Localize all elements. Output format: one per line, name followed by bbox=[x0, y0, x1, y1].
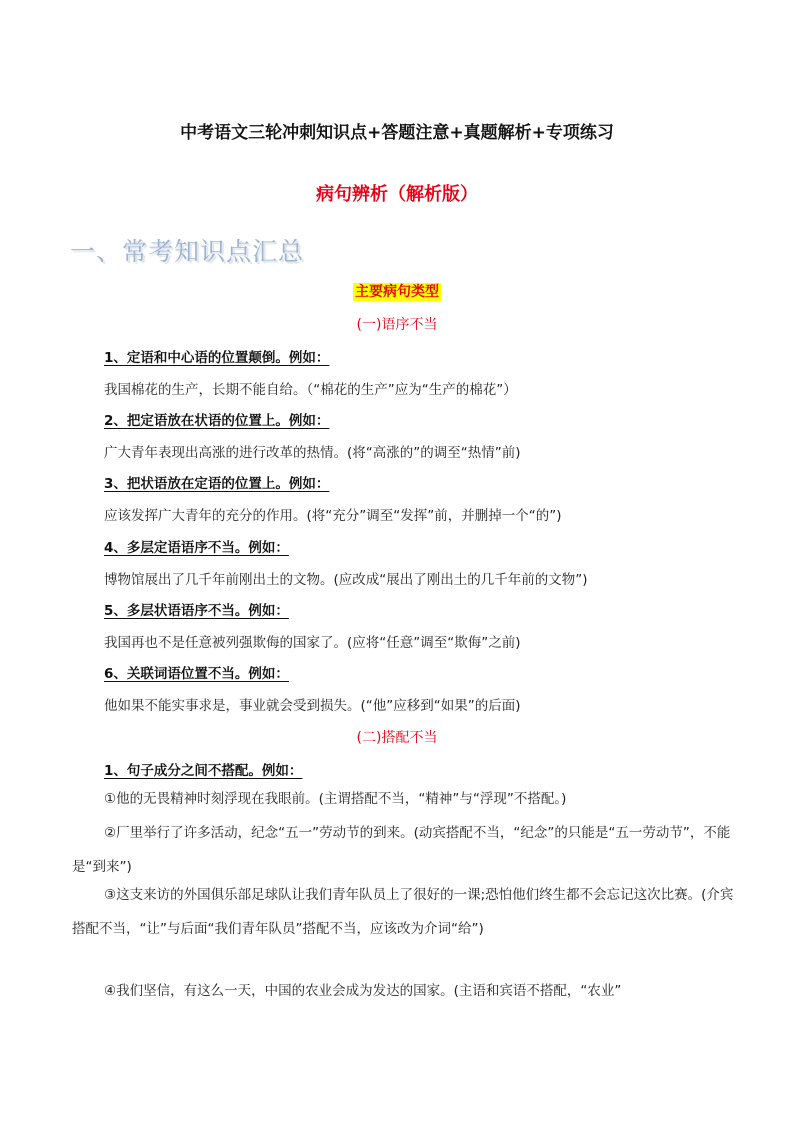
type-heading bbox=[0, 281, 794, 301]
group-heading-word-order: (一)语序不当 bbox=[356, 317, 438, 333]
section-heading: 一、常考知识点汇总 bbox=[70, 237, 305, 266]
example-item: 我国棉花的生产，长期不能自给。（“棉花的生产”应为“生产的棉花”） bbox=[104, 382, 517, 398]
example-item: 应该发挥广大青年的充分的作用。(将“充分”调至“发挥”前，并删掉一个“的”) bbox=[104, 508, 562, 524]
rule-item: 2、把定语放在状语的位置上。例如： bbox=[104, 413, 330, 429]
rule-item: 1、定语和中心语的位置颠倒。例如： bbox=[104, 350, 330, 366]
example-paragraph: ②厂里举行了许多活动，纪念“五一”劳动节的到来。(动宾搭配不当，“纪念”的只能是“五一劳动节”，不能是“到来”) bbox=[72, 825, 731, 875]
document-subtitle: 病句辨析（解析版） bbox=[316, 184, 478, 205]
document-title: 中考语文三轮冲刺知识点+答题注意+真题解析+专项练习 bbox=[180, 123, 614, 143]
example-item: 我国再也不是任意被列强欺侮的国家了。(应将“任意”调至“欺侮”之前) bbox=[104, 635, 521, 651]
type-heading-label: 主要病句类型 bbox=[355, 284, 439, 300]
example-paragraph: ④我们坚信，有这么一天，中国的农业会成为发达的国家。(主语和宾语不搭配，“农业” bbox=[104, 983, 622, 999]
group-heading-collocation: (二)搭配不当 bbox=[356, 730, 438, 746]
rule-item: 4、多层定语语序不当。例如： bbox=[104, 540, 289, 556]
example-item: 他如果不能实事求是，事业就会受到损失。(“他”应移到“如果”的后面) bbox=[104, 698, 521, 714]
rule-item: 6、关联词语位置不当。例如： bbox=[104, 666, 289, 682]
example-item: 博物馆展出了几千年前刚出土的文物。(应改成“展出了刚出土的几千年前的文物”) bbox=[104, 572, 588, 588]
example-item: 广大青年表现出高涨的进行改革的热情。(将“高涨的”的调至“热情”前) bbox=[104, 445, 521, 461]
rule-item: 1、句子成分之间不搭配。例如： bbox=[104, 763, 303, 779]
example-paragraph: ①他的无畏精神时刻浮现在我眼前。(主谓搭配不当，“精神”与“浮现”不搭配。) bbox=[104, 791, 567, 807]
rule-item: 3、把状语放在定语的位置上。例如： bbox=[104, 476, 330, 492]
rule-item: 5、多层状语语序不当。例如： bbox=[104, 603, 289, 619]
example-paragraph: ③这支来访的外国俱乐部足球队让我们青年队员上了很好的一课;恐怕他们终生都不会忘记这次比赛。(介宾搭配不当，“让”与后面“我们青年队员”搭配不当，应该改为介词“给”) bbox=[72, 887, 734, 937]
